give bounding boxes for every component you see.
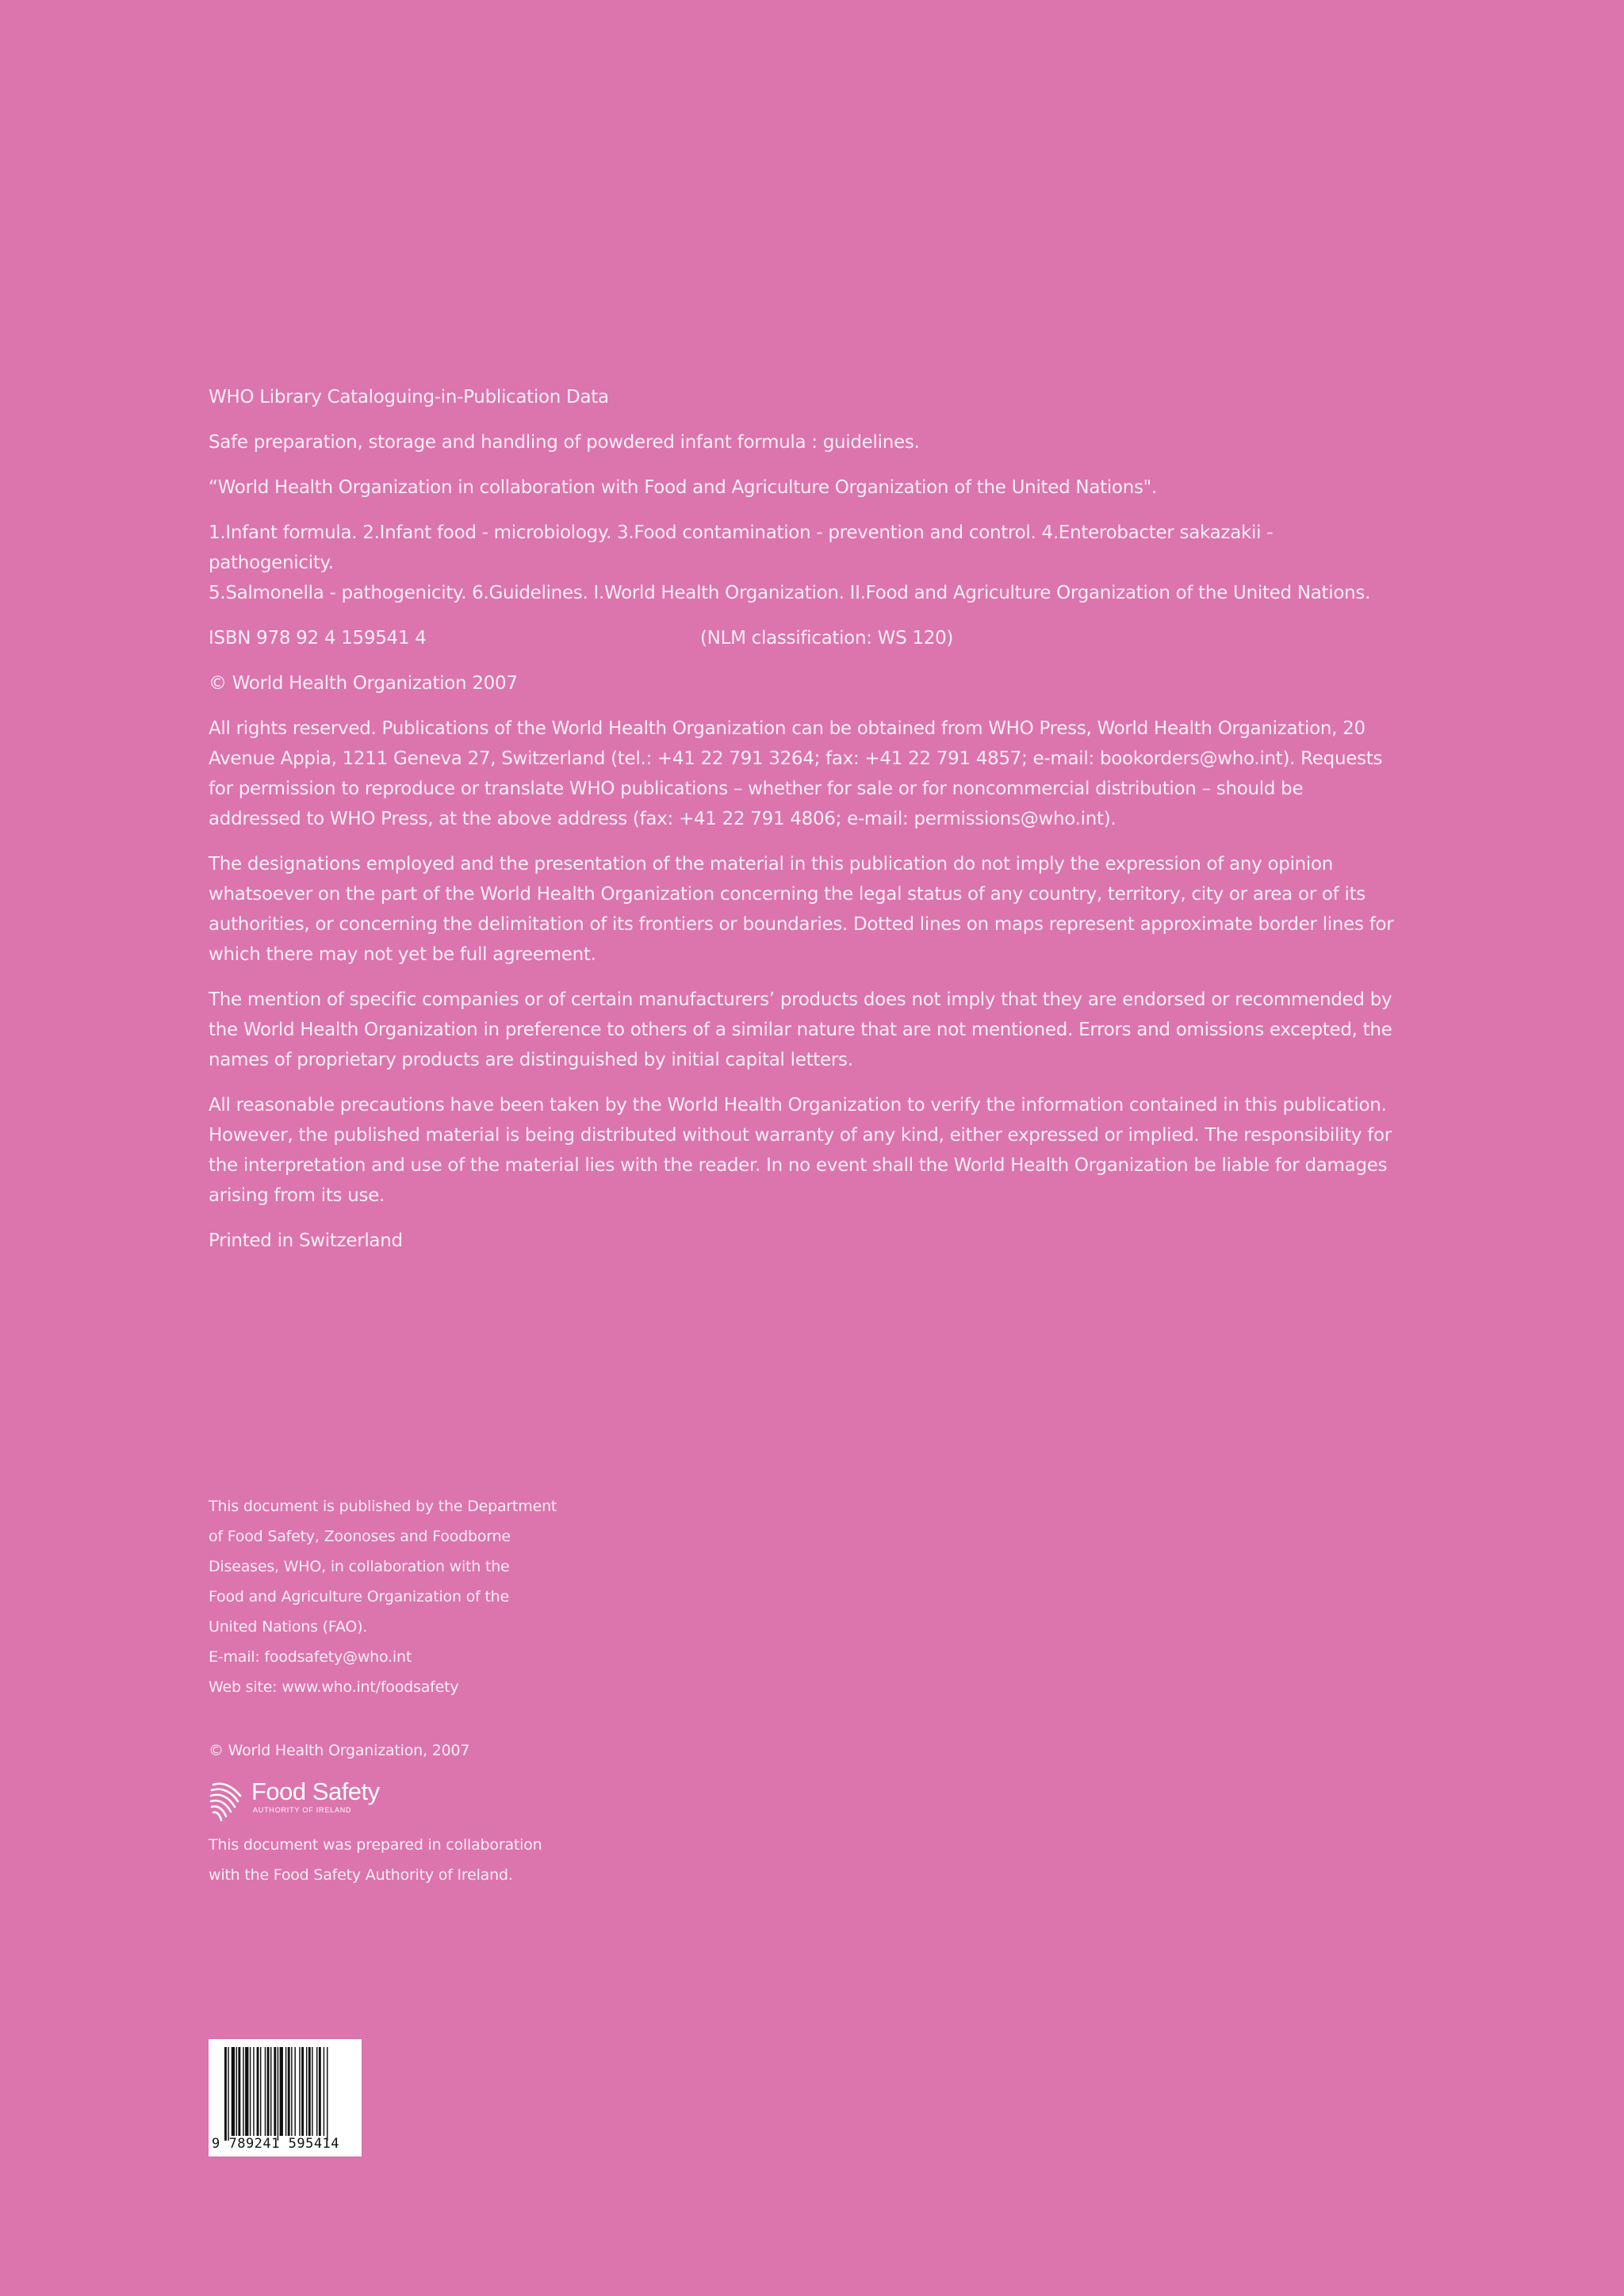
barcode-bar [245,2047,248,2136]
fsai-name: Food Safety [251,1777,380,1805]
collab-line: with the Food Safety Authority of Ireland. [209,1866,513,1884]
barcode-bar [236,2047,237,2136]
cip-title: Safe preparation, storage and handling of powdered infant formula : guidelines. [209,432,920,453]
isbn: ISBN 978 92 4 159541 4 [209,628,427,649]
collab-line: This document was prepared in collaboration [209,1836,542,1854]
designations-paragraph: The designations employed and the presentation of the material in this publication do not imply the expression of any opinion whatsoever on the part of the World Health Organization concerning the legal status of any country, territory, city or area or of its authorities, or concerning the delimitation of its frontiers or boundaries. Dotted lines on maps represent approximate border lines for which there may not yet be full agreement. [209,854,1394,965]
barcode-bar [238,2047,240,2136]
barcode-bar [285,2047,286,2136]
barcode-bar [288,2047,290,2136]
printed-in: Printed in Switzerland [209,1230,403,1251]
barcode-bar [260,2047,261,2136]
barcode-bar [232,2047,235,2136]
cataloguing-in-publication-block [209,382,1398,1271]
isbn-row [209,623,1398,653]
imprint-copyright: © World Health Organization, 2007 [209,1742,470,1759]
imprint-line: of Food Safety, Zoonoses and Foodborne [209,1528,511,1545]
imprint-email: E-mail: foodsafety@who.int [209,1648,412,1666]
fsai-wordmark [251,1778,380,1815]
cip-header: WHO Library Cataloguing-in-Publication Data [209,387,609,408]
fsai-swirl-icon [209,1778,247,1824]
fsai-subtitle: AUTHORITY OF IRELAND [253,1806,352,1814]
barcode-bar [299,2047,300,2136]
imprint-website: Web site: www.who.int/foodsafety [209,1678,459,1696]
barcode-bar [224,2047,227,2141]
precautions-paragraph: All reasonable precautions have been taken by the World Health Organization to verify the information contained in this publication. However, the published material is being distributed without warranty of any kind, either expressed or implied. The responsibility for the interpretation and use of the material lies with the reader. In no event shall the World Health Organization be liable for damages arising from its use. [209,1095,1392,1206]
barcode-bar [306,2047,307,2136]
imprint-line: Diseases, WHO, in collaboration with the [209,1558,510,1575]
barcode-bar [316,2047,317,2136]
publisher-imprint [209,1491,573,1702]
barcode-bar [250,2047,251,2136]
cip-subjects-line2: 5.Salmonella - pathogenicity. 6.Guidelines. I.World Health Organization. II.Food and Agriculture Organization of the United Nations. [209,583,1371,603]
barcode-bar [308,2047,311,2136]
imprint-line: This document is published by the Department [209,1498,557,1515]
barcode-bar [301,2047,304,2136]
barcode-bar [270,2047,271,2136]
barcode-digits: 9 789241 595414 [212,2136,340,2152]
rights-paragraph: All rights reserved. Publications of the World Health Organization can be obtained from WHO Press, World Health Organization, 20 Avenue Appia, 1211 Geneva 27, Switzerland (tel.: +41 22 791 3264; fax: +41 22 791 4857; e-mail: bookorders@who.int). Requests for permission to reproduce or translate WHO publications – whether for sale or for noncommercial distribution – should be addressed to WHO Press, at the above address (fax: +41 22 791 4806; e-mail: permissions@who.int). [209,718,1383,829]
barcode-bar [280,2047,283,2136]
fsai-logo [209,1778,380,1826]
nlm-classification: (NLM classification: WS 120) [700,628,954,649]
isbn-barcode [209,2039,362,2156]
barcode-bar [265,2047,266,2136]
barcode-bar [253,2047,254,2136]
cip-collaboration: “World Health Organization in collaboration with Food and Agriculture Organization of the United Nations". [209,477,1157,498]
barcode-bar [274,2047,276,2136]
barcode-bar [319,2047,321,2136]
collaboration-note [209,1830,573,1890]
imprint-line: United Nations (FAO). [209,1618,368,1636]
barcode-bar [291,2047,292,2136]
cip-subjects-line1: 1.Infant formula. 2.Infant food - microbiology. 3.Food contamination - prevention and control. 4.Enterobacter sakazakii - pathogenicity. [209,522,1274,573]
barcode-bar [257,2047,259,2136]
barcode-bar [267,2047,270,2136]
companies-paragraph: The mention of specific companies or of certain manufacturers’ products does not imply that they are endorsed or recommended by the World Health Organization in preference to others of a similar nature that are not mentioned. Errors and omissions excepted, the names of proprietary products are distinguished by initial capital letters. [209,989,1392,1070]
cip-subjects [209,518,1398,608]
cip-copyright: © World Health Organization 2007 [209,673,518,694]
barcode-bar [294,2047,295,2136]
imprint-line: Food and Agriculture Organization of the [209,1588,509,1605]
